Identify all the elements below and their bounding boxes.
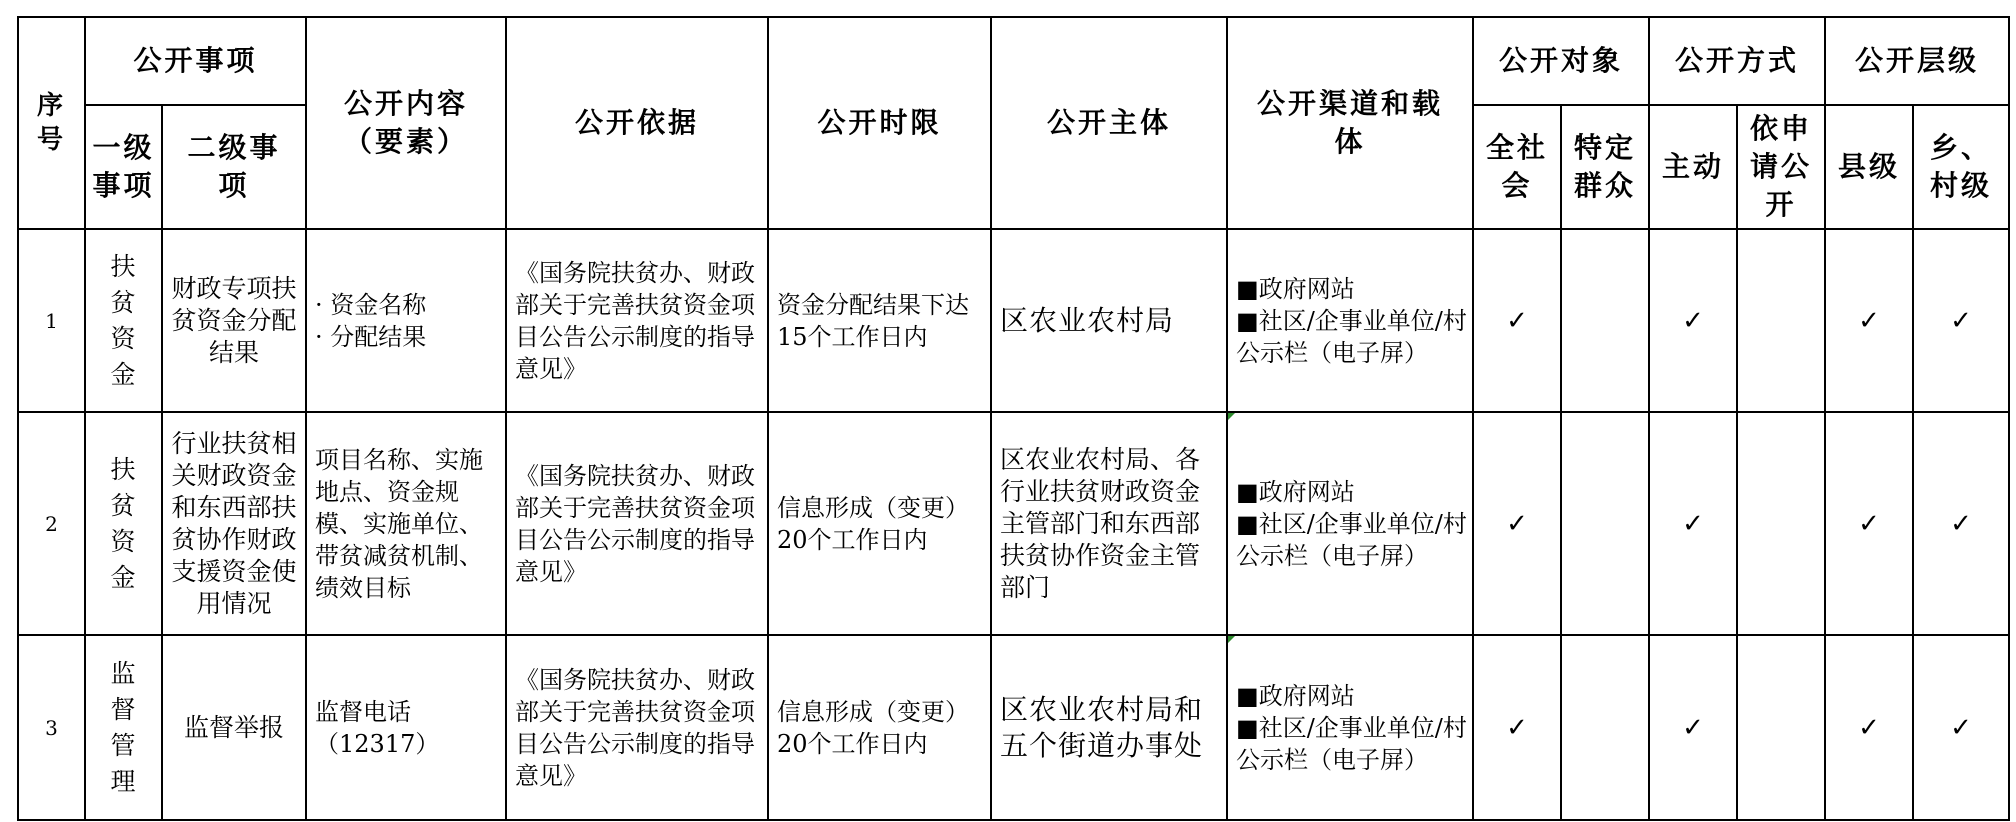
disclosure-table [17,16,2010,821]
header-basis: 公开依据 [506,17,768,229]
check-method-request [1737,229,1825,412]
row-subject: 区农业农村局、各行业扶贫财政资金主管部门和东西部扶贫协作资金主管部门 [991,412,1227,635]
check-method-request [1737,412,1825,635]
row-channel [1227,229,1473,412]
check-audience-specific [1561,412,1649,635]
row-basis: 《国务院扶贫办、财政部关于完善扶贫资金项目公告公示制度的指导意见》 [506,412,768,635]
row-level2: 财政专项扶贫资金分配结果 [162,229,306,412]
header-method-request: 依申请公开 [1737,105,1825,229]
row-channel [1227,635,1473,820]
header-audience-specific: 特定群众 [1561,105,1649,229]
row-number: 2 [18,412,85,635]
row-level1: 扶贫资金 [85,412,162,635]
header-level-county: 县级 [1825,105,1913,229]
check-level-county: ✓ [1825,412,1913,635]
channel-item: ■政府网站 [1236,681,1355,710]
row-basis: 《国务院扶贫办、财政部关于完善扶贫资金项目公告公示制度的指导意见》 [506,635,768,820]
row-content [306,635,506,820]
row-subject: 区农业农村局 [991,229,1227,412]
check-method-active: ✓ [1649,229,1737,412]
content-line: 监督电话 [315,697,412,726]
row-content: 项目名称、实施地点、资金规模、实施单位、带贫减贫机制、绩效目标 [306,412,506,635]
content-line: （12317） [315,729,440,758]
header-timelimit: 公开时限 [768,17,991,229]
header-method-active: 主动 [1649,105,1737,229]
header-content: 公开内容（要素） [306,17,506,229]
check-audience-all: ✓ [1473,635,1561,820]
row-level2: 监督举报 [162,635,306,820]
header-seq: 序号 [18,17,85,229]
check-method-active: ✓ [1649,412,1737,635]
row-number: 1 [18,229,85,412]
channel-item: ■社区/企事业单位/村公示栏（电子屏） [1236,306,1467,367]
channel-item: ■政府网站 [1236,274,1355,303]
row-basis: 《国务院扶贫办、财政部关于完善扶贫资金项目公告公示制度的指导意见》 [506,229,768,412]
check-level-county: ✓ [1825,229,1913,412]
content-line: · 分配结果 [315,322,427,351]
header-audience-all: 全社会 [1473,105,1561,229]
check-audience-all: ✓ [1473,412,1561,635]
header-level2: 二级事项 [162,105,306,229]
header-level: 公开层级 [1825,17,2009,105]
row-number: 3 [18,635,85,820]
header-audience: 公开对象 [1473,17,1649,105]
check-method-request [1737,635,1825,820]
row-timelimit: 资金分配结果下达15个工作日内 [768,229,991,412]
row-level1: 监督管理 [85,635,162,820]
content-line: · 资金名称 [315,290,427,319]
header-level-town: 乡、村级 [1913,105,2009,229]
row-subject: 区农业农村局和五个街道办事处 [991,635,1227,820]
check-level-town: ✓ [1913,635,2009,820]
check-method-active: ✓ [1649,635,1737,820]
header-matter: 公开事项 [85,17,306,105]
row-level2: 行业扶贫相关财政资金和东西部扶贫协作财政支援资金使用情况 [162,412,306,635]
table-row [18,229,2009,412]
cell-comment-marker [1228,413,1235,420]
channel-item: ■社区/企事业单位/村公示栏（电子屏） [1236,713,1467,774]
row-timelimit: 信息形成（变更）20个工作日内 [768,412,991,635]
disclosure-table-wrapper [17,16,2010,821]
row-level1: 扶贫资金 [85,229,162,412]
cell-comment-marker [1228,636,1235,643]
header-method: 公开方式 [1649,17,1825,105]
check-audience-all: ✓ [1473,229,1561,412]
channel-item: ■政府网站 [1236,477,1355,506]
check-level-county: ✓ [1825,635,1913,820]
header-channel: 公开渠道和载体 [1227,17,1473,229]
check-audience-specific [1561,229,1649,412]
header-level1: 一级事项 [85,105,162,229]
channel-item: ■社区/企事业单位/村公示栏（电子屏） [1236,509,1467,570]
row-timelimit: 信息形成（变更）20个工作日内 [768,635,991,820]
table-row [18,635,2009,820]
check-level-town: ✓ [1913,229,2009,412]
table-row [18,412,2009,635]
check-audience-specific [1561,635,1649,820]
header-subject: 公开主体 [991,17,1227,229]
row-channel [1227,412,1473,635]
check-level-town: ✓ [1913,412,2009,635]
row-content [306,229,506,412]
